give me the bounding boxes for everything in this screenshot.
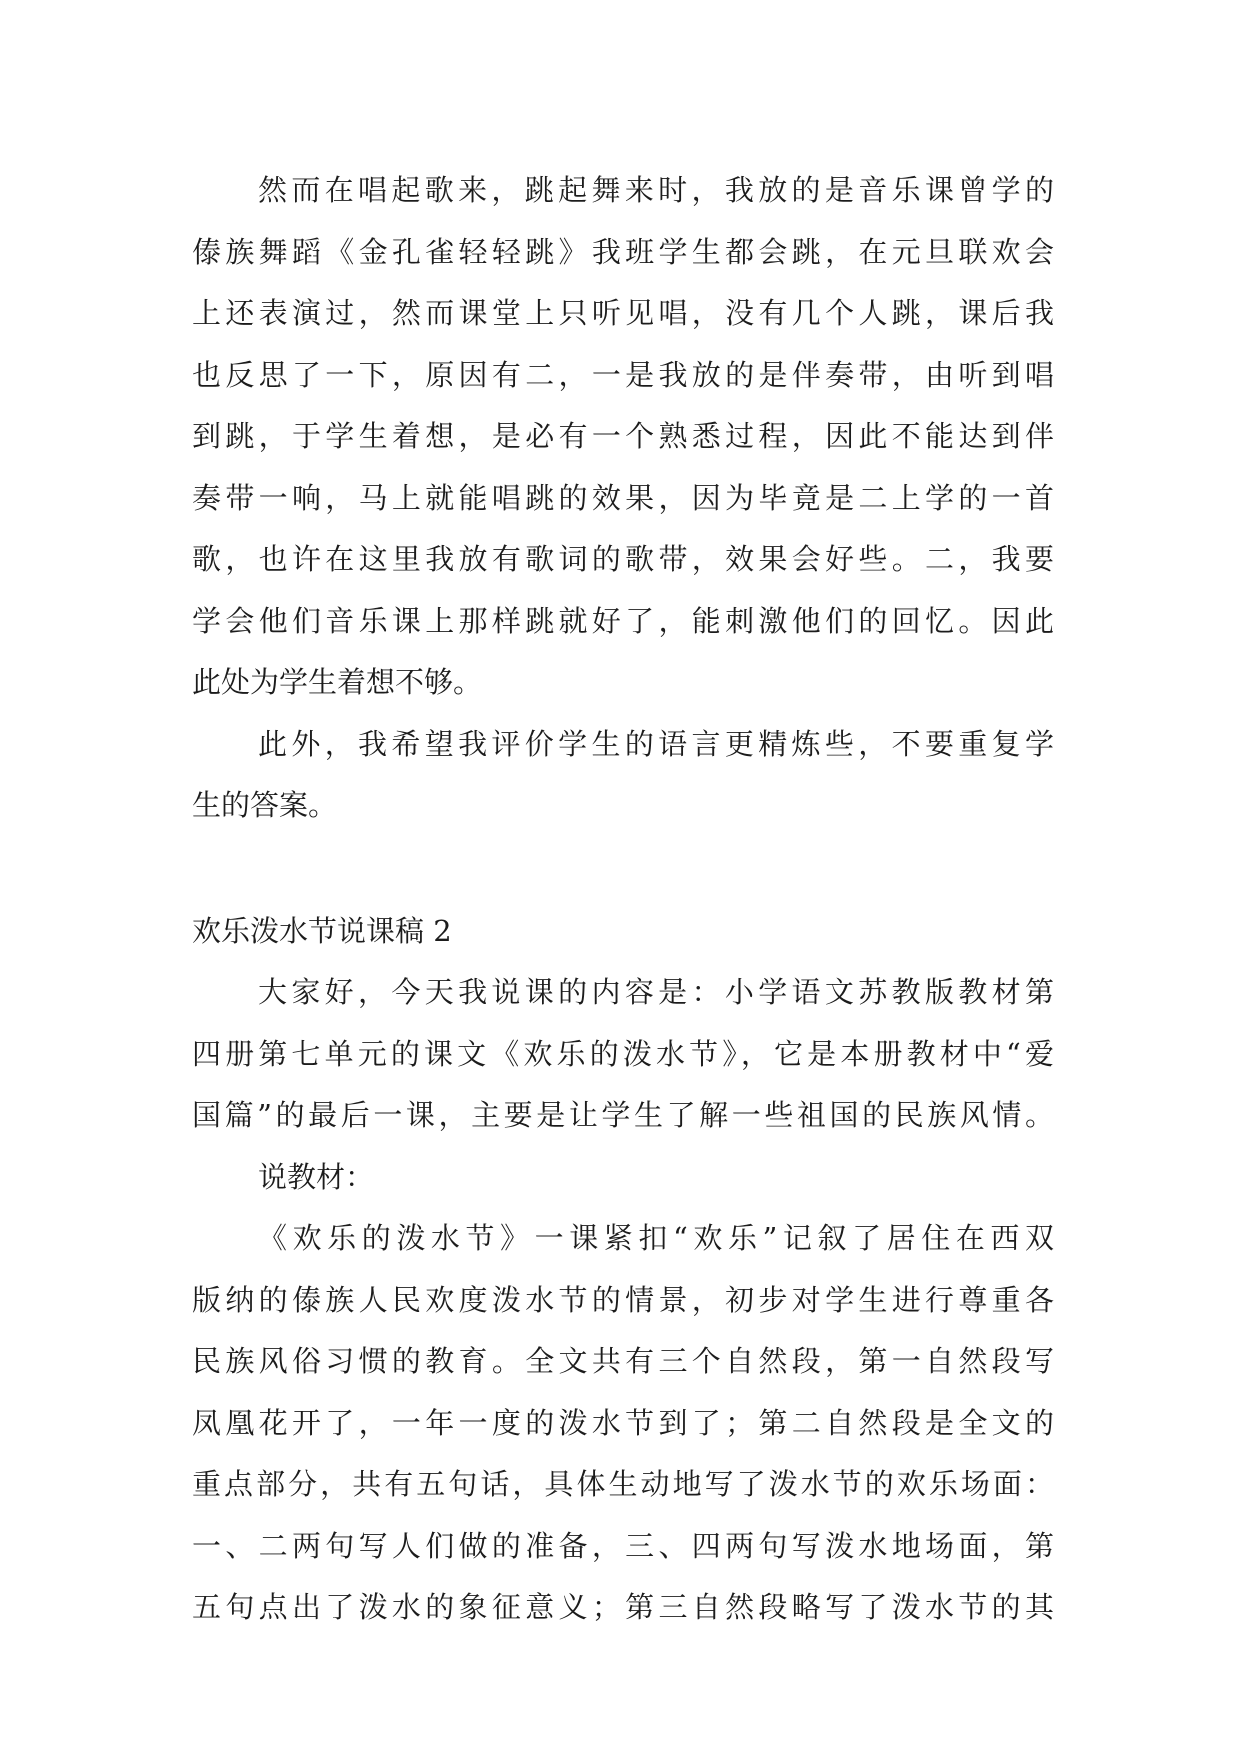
text-line: 版纳的傣族人民欢度泼水节的情景，初步对学生进行尊重各	[192, 1282, 1054, 1317]
text-line: 《欢乐的泼水节》一课紧扣“欢乐”记叙了居住在西双	[258, 1221, 1054, 1255]
text-line: 民族风俗习惯的教育。全文共有三个自然段，第一自然段写	[192, 1344, 1054, 1378]
text-line: 奏带一响，马上就能唱跳的效果，因为毕竟是二上学的一首	[192, 480, 1054, 515]
text-line: 学会他们音乐课上那样跳就好了，能刺激他们的回忆。因此	[192, 603, 1054, 638]
text-line: 也反思了一下，原因有二，一是我放的是伴奏带，由听到唱	[192, 357, 1054, 392]
text-line: 然而在唱起歌来，跳起舞来时，我放的是音乐课曾学的	[258, 173, 1054, 207]
document-body	[192, 160, 1054, 1639]
text-line: 此外，我希望我评价学生的语言更精炼些，不要重复学	[258, 726, 1054, 761]
text-line: 到跳，于学生着想，是必有一个熟悉过程，因此不能达到伴	[192, 419, 1054, 453]
paragraph-1	[192, 160, 1054, 714]
text-line: 凤凰花开了，一年一度的泼水节到了；第二自然段是全文的	[192, 1405, 1054, 1440]
text-line: 重点部分，共有五句话，具体生动地写了泼水节的欢乐场面：	[192, 1467, 1054, 1501]
text-line: 说教材：	[258, 1159, 375, 1194]
paragraph-4	[192, 1147, 1054, 1209]
section-heading: 欢乐泼水节说课稿 2	[192, 913, 452, 948]
text-line: 此处为学生着想不够。	[192, 665, 483, 699]
text-line: 上还表演过，然而课堂上只听见唱，没有几个人跳，课后我	[192, 296, 1054, 330]
section-gap	[192, 837, 1054, 901]
text-line: 傣族舞蹈《金孔雀轻轻跳》我班学生都会跳，在元旦联欢会	[192, 234, 1054, 269]
text-line: 四册第七单元的课文《欢乐的泼水节》，它是本册教材中“爱	[192, 1036, 1054, 1071]
paragraph-2	[192, 714, 1054, 837]
text-line: 歌，也许在这里我放有歌词的歌带，效果会好些。二，我要	[192, 542, 1054, 576]
text-line: 五句点出了泼水的象征意义；第三自然段略写了泼水节的其	[192, 1590, 1054, 1624]
text-line: 大家好，今天我说课的内容是：小学语文苏教版教材第	[258, 975, 1054, 1009]
text-line: 生的答案。	[192, 788, 338, 822]
text-line: 一、二两句写人们做的准备，三、四两句写泼水地场面，第	[192, 1528, 1054, 1563]
text-line: 国篇”的最后一课，主要是让学生了解一些祖国的民族风情。	[192, 1098, 1054, 1132]
paragraph-3	[192, 962, 1054, 1147]
paragraph-5	[192, 1208, 1054, 1639]
